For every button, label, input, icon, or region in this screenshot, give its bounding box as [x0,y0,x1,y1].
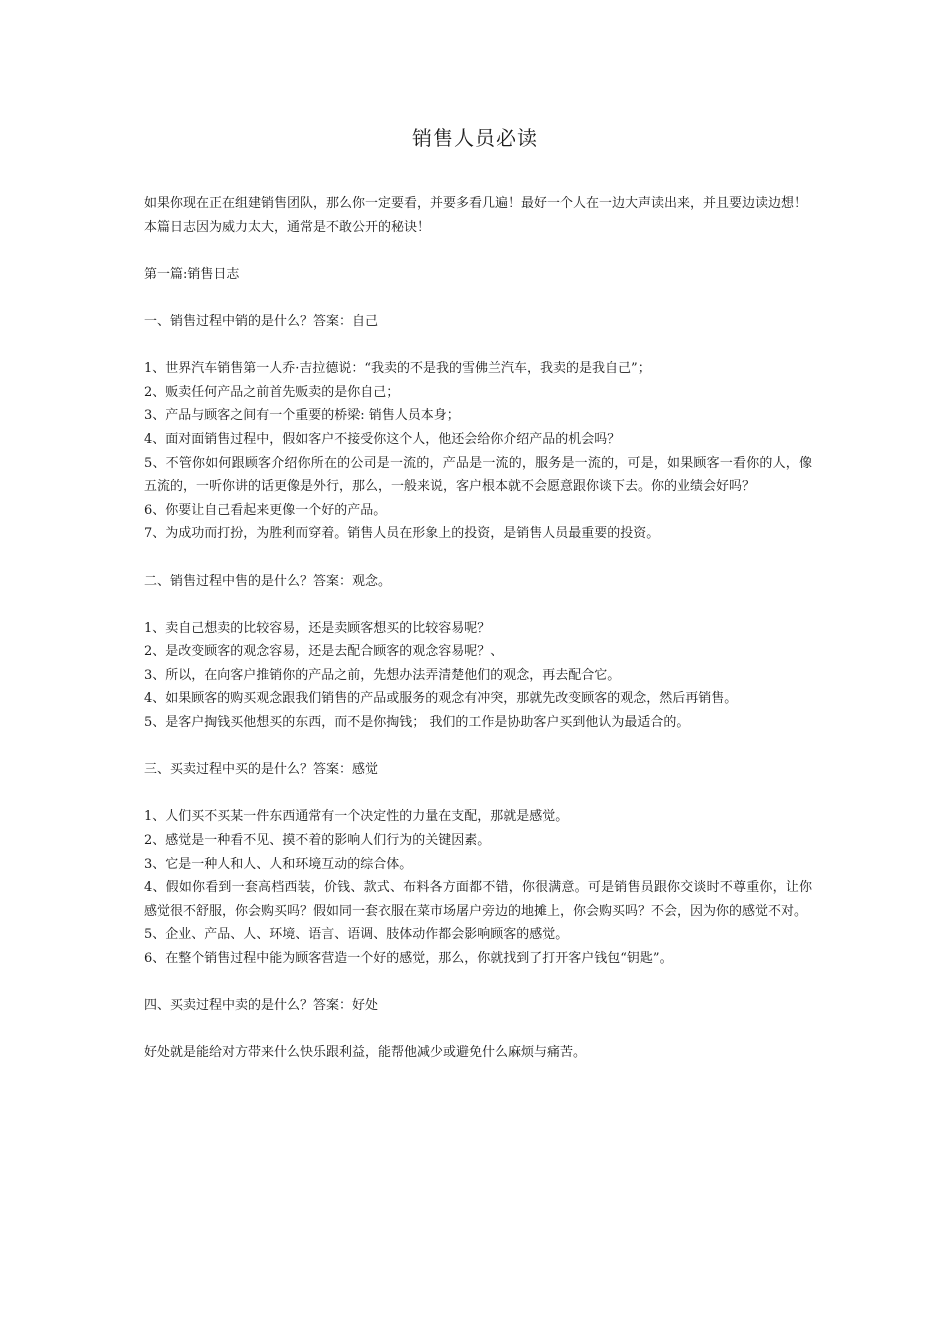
section-heading: 二、销售过程中售的是什么？答案：观念。 [144,573,392,589]
intro-paragraph: 如果你现在正在组建销售团队，那么你一定要看，并要多看几遍！最好一个人在一边大声读出来，并且要边读边想！ [144,196,808,211]
spacer [144,286,812,310]
list-item: 6、你要让自己看起来更像一个好的产品。 [144,502,387,518]
spacer [144,546,812,570]
list-item: 6、在整个销售过程中能为顾客营造一个好的感觉，那么，你就找到了打开客户钱包“钥匙”。 [144,951,673,966]
page-title: 销售人员必读 [412,126,538,150]
section-heading: 三、买卖过程中买的是什么？答案：感觉 [144,762,379,778]
body-paragraph: 好处就是能给对方带来什么快乐跟利益，能帮他减少或避免什么麻烦与痛苦。 [144,1045,587,1061]
list-item: 4、面对面销售过程中，假如客户不接受你这个人，他还会给你介绍产品的机会吗？ [144,431,621,447]
list-item: 1、卖自己想卖的比较容易，还是卖顾客想买的比较容易呢？ [144,620,491,636]
list-item: 4、假如你看到一套高档西装，价钱、款式、布料各方面都不错，你很满意。可是销售员跟你交谈时不尊重你，让你感觉很不舒服，你会购买吗？假如同一套衣服在菜市场屠户旁边的地摊上，你会购买吗？不会，因为你的感觉不对。 [144,880,812,919]
intro-paragraph: 本篇日志因为威力太大，通常是不敢公开的秘诀！ [144,219,431,235]
list-item: 5、是客户掏钱买他想买的东西，而不是你掏钱； 我们的工作是协助客户买到他认为最适合的。 [144,715,690,731]
spacer [144,971,812,995]
document-body [144,192,812,1065]
section-heading: 一、销售过程中销的是什么？答案：自己 [144,313,379,329]
list-item: 1、世界汽车销售第一人乔·吉拉德说：“我卖的不是我的雪佛兰汽车，我卖的是我自己”； [144,361,651,377]
list-item: 2、感觉是一种看不见、摸不着的影响人们行为的关键因素。 [144,833,491,849]
list-item: 1、人们买不买某一件东西通常有一个决定性的力量在支配，那就是感觉。 [144,809,569,825]
spacer [144,334,812,358]
spacer [144,1018,812,1042]
list-item: 3、它是一种人和人、人和环境互动的综合体。 [144,856,413,872]
part-title: 第一篇:销售日志 [144,266,240,282]
list-item: 3、产品与顾客之间有一个重要的桥梁: 销售人员本身； [144,408,460,424]
section-heading: 四、买卖过程中卖的是什么？答案：好处 [144,998,379,1014]
list-item: 2、是改变顾客的观念容易，还是去配合顾客的观念容易呢？、 [144,644,504,660]
spacer [144,593,812,617]
list-item: 7、为成功而打扮，为胜利而穿着。销售人员在形象上的投资，是销售人员最重要的投资。 [144,526,660,542]
list-item: 3、所以，在向客户推销你的产品之前，先想办法弄清楚他们的观念，再去配合它。 [144,667,621,683]
list-item: 4、如果顾客的购买观念跟我们销售的产品或服务的观念有冲突，那就先改变顾客的观念，然后再销售。 [144,691,738,707]
spacer [144,782,812,806]
spacer [144,735,812,759]
list-item: 5、不管你如何跟顾客介绍你所在的公司是一流的，产品是一流的，服务是一流的，可是，如果顾客一看你的人，像五流的，一听你讲的话更像是外行，那么，一般来说，客户根本就不会愿意跟你谈下去。你的业绩会好吗？ [144,455,812,495]
list-item: 2、贩卖任何产品之前首先贩卖的是你自己； [144,384,400,400]
list-item: 5、企业、产品、人、环境、语言、语调、肢体动作都会影响顾客的感觉。 [144,927,569,943]
spacer [144,239,812,263]
